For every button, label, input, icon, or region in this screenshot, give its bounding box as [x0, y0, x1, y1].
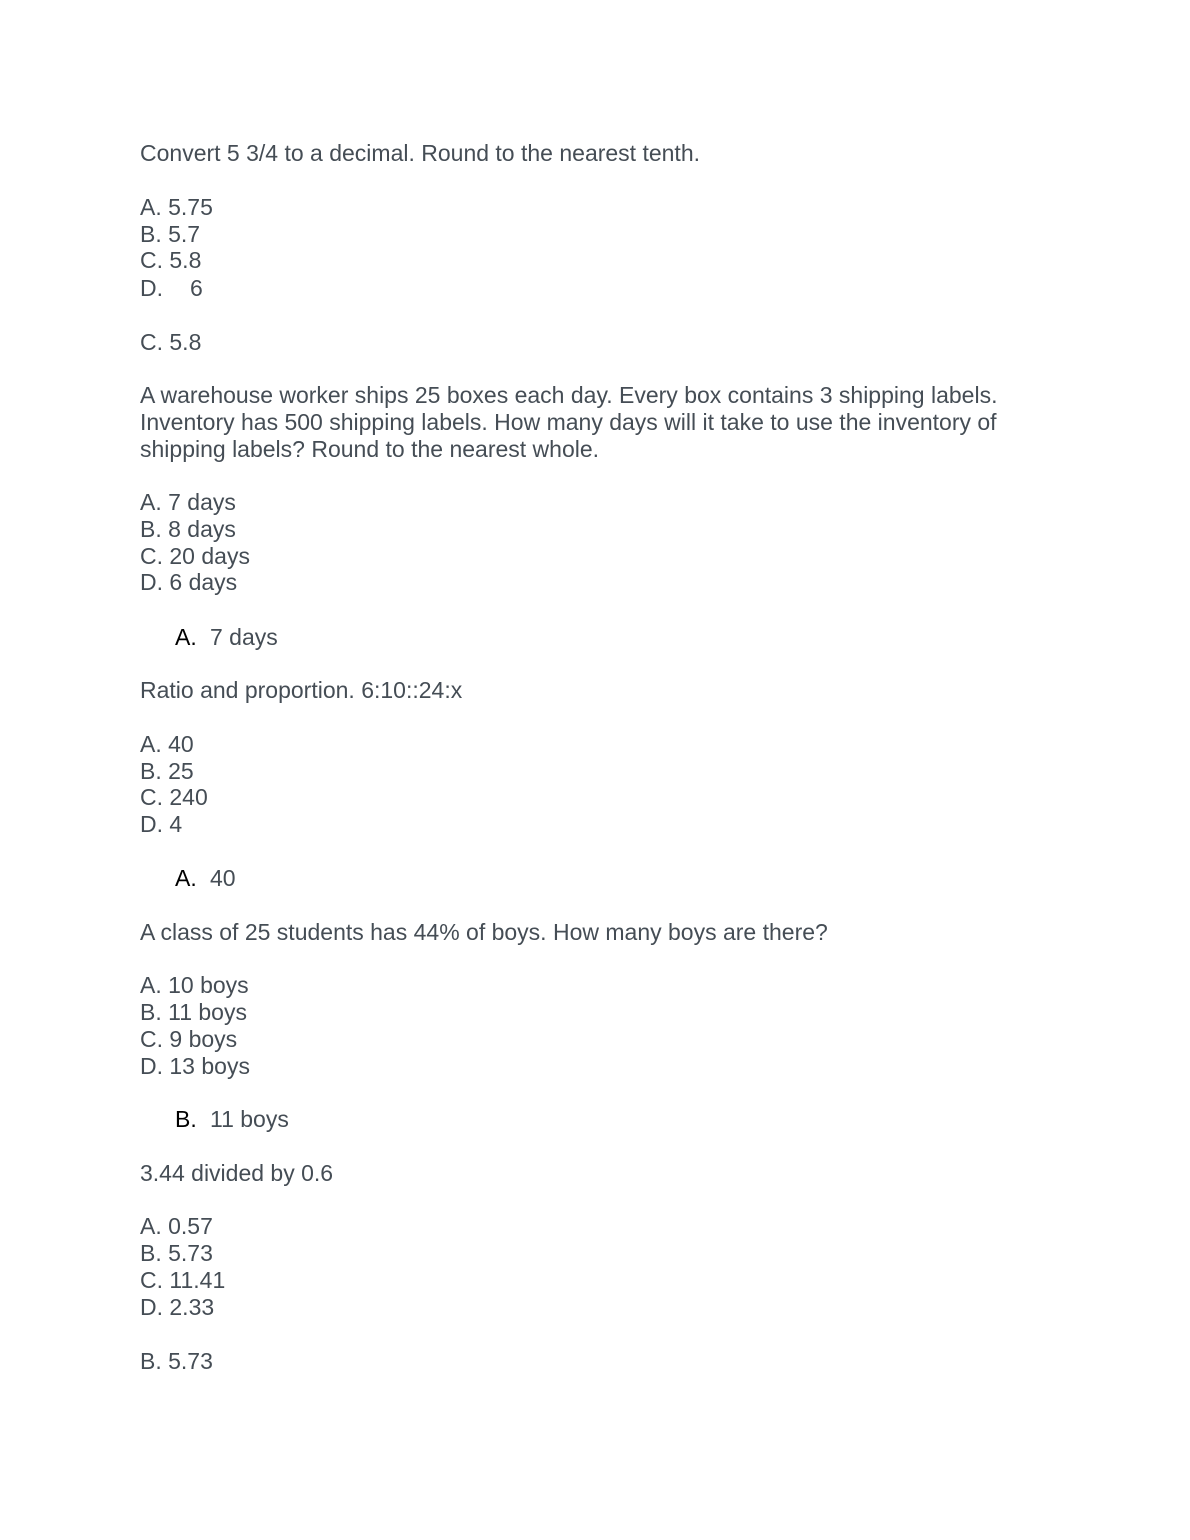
question-3-answer-value: 40: [210, 865, 236, 891]
question-5-option-c: C. 11.41: [140, 1267, 226, 1293]
question-5-answer: B. 5.73: [140, 1348, 213, 1374]
question-3-option-b: B. 25: [140, 758, 194, 784]
question-4-answer-letter: B.: [175, 1106, 197, 1132]
question-3-text: Ratio and proportion. 6:10::24:x: [140, 677, 463, 703]
question-3-answer: [175, 865, 236, 892]
question-2-answer: [175, 624, 278, 651]
question-1-option-d-letter: D.: [140, 275, 163, 301]
question-1-option-d-value: 6: [190, 275, 203, 301]
question-4-option-c: C. 9 boys: [140, 1026, 238, 1052]
question-4-answer-value: 11 boys: [210, 1106, 289, 1132]
question-3-option-c: C. 240: [140, 784, 208, 810]
question-3-option-d: D. 4: [140, 811, 183, 837]
question-5-text: 3.44 divided by 0.6: [140, 1160, 334, 1186]
question-5-option-d: D. 2.33: [140, 1294, 215, 1320]
question-2-text: A warehouse worker ships 25 boxes each day. Every box contains 3 shipping labels. Inventory has 500 shipping labels. How many days will it take to use the inventory of shipping labels? Round to the nearest whole.: [140, 382, 998, 462]
question-2-option-a: A. 7 days: [140, 489, 236, 515]
question-1-text: Convert 5 3/4 to a decimal. Round to the nearest tenth.: [140, 140, 701, 166]
question-2-option-d: D. 6 days: [140, 569, 238, 595]
question-2-option-c: C. 20 days: [140, 543, 250, 569]
question-1-option-c: C. 5.8: [140, 247, 202, 273]
question-2-answer-value: 7 days: [210, 624, 278, 650]
question-3-answer-letter: A.: [175, 865, 197, 891]
question-2-answer-letter: A.: [175, 624, 197, 650]
question-1-option-b: B. 5.7: [140, 221, 201, 247]
question-4-option-d: D. 13 boys: [140, 1053, 250, 1079]
question-1-option-d: [140, 275, 203, 302]
question-4-option-a: A. 10 boys: [140, 972, 249, 998]
question-4-answer: [175, 1106, 289, 1133]
question-2-option-b: B. 8 days: [140, 516, 236, 542]
question-3-option-a: A. 40: [140, 731, 194, 757]
question-5-option-a: A. 0.57: [140, 1213, 213, 1239]
question-5-option-b: B. 5.73: [140, 1240, 213, 1266]
question-4-option-b: B. 11 boys: [140, 999, 247, 1025]
question-4-text: A class of 25 students has 44% of boys. How many boys are there?: [140, 919, 828, 945]
question-1-option-a: A. 5.75: [140, 194, 213, 220]
question-1-answer: C. 5.8: [140, 329, 202, 355]
